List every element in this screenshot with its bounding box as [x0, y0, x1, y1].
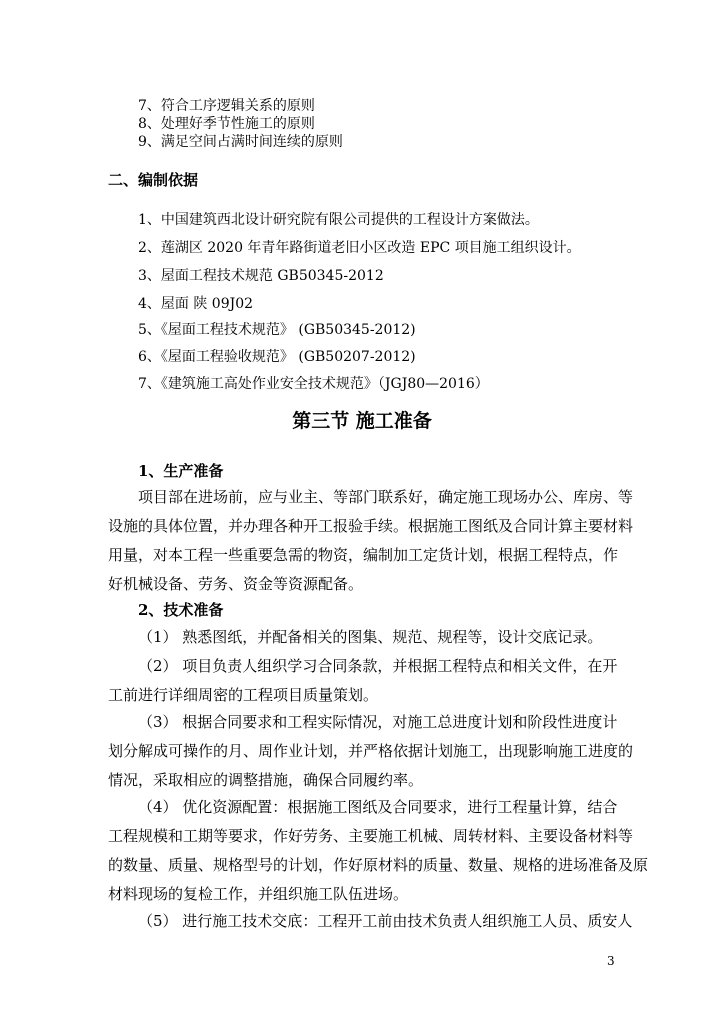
principle-item: 7、符合工序逻辑关系的原则: [138, 98, 315, 114]
section-heading: 二、编制依据: [108, 171, 199, 189]
subsection-heading: 2、技术准备: [138, 601, 224, 619]
basis-item: 2、莲湖区 2020 年青年路街道老旧小区改造 EPC 项目施工组织设计。: [138, 240, 581, 256]
paragraph-line: 的数量、质量、规格型号的计划，作好原材料的质量、数量、规格的进场准备及原: [108, 856, 649, 874]
paragraph-line: 划分解成可操作的月、周作业计划，并严格依据计划施工，出现影响施工进度的: [108, 742, 634, 760]
paragraph-line: （5） 进行施工技术交底：工程开工前由技术负责人组织施工人员、质安人: [138, 912, 633, 930]
paragraph-line: 工程规模和工期等要求，作好劳务、主要施工机械、周转材料、主要设备材料等: [108, 827, 634, 845]
basis-item: 7、《建筑施工高处作业安全技术规范》（JGJ80—2016）: [138, 376, 489, 392]
basis-item: 3、屋面工程技术规范 GB50345-2012: [138, 268, 384, 284]
paragraph-line: 情况，采取相应的调整措施，确保合同履约率。: [108, 771, 424, 789]
paragraph-line: （1） 熟悉图纸，并配备相关的图集、规范、规程等，设计交底记录。: [138, 628, 603, 646]
paragraph-line: 好机械设备、劳务、资金等资源配备。: [108, 575, 364, 593]
basis-item: 6、《屋面工程验收规范》 (GB50207-2012): [138, 349, 416, 365]
basis-item: 4、屋面 陕 09J02: [138, 296, 254, 312]
paragraph-line: 用量，对本工程一些重要急需的物资，编制加工定货计划，根据工程特点，作: [108, 546, 619, 564]
paragraph-line: 工前进行详细周密的工程项目质量策划。: [108, 686, 379, 704]
basis-item: 1、中国建筑西北设计研究院有限公司提供的工程设计方案做法。: [138, 212, 539, 228]
paragraph-line: 材料现场的复检工作，并组织施工队伍进场。: [108, 885, 409, 903]
paragraph-line: （2） 项目负责人组织学习合同条款，并根据工程特点和相关文件，在开: [138, 657, 618, 675]
paragraph-line: 项目部在进场前，应与业主、等部门联系好，确定施工现场办公、库房、等: [138, 488, 634, 506]
principle-item: 8、处理好季节性施工的原则: [138, 116, 315, 132]
section-title: 第三节 施工准备: [292, 410, 432, 432]
paragraph-line: 设施的具体位置，并办理各种开工报验手续。根据施工图纸及合同计算主要材料: [108, 517, 634, 535]
page-number: 3: [607, 954, 615, 968]
basis-item: 5、《屋面工程技术规范》 (GB50345-2012): [138, 322, 416, 338]
principle-item: 9、满足空间占满时间连续的原则: [138, 134, 343, 150]
paragraph-line: （4） 优化资源配置：根据施工图纸及合同要求，进行工程量计算，结合: [138, 798, 618, 816]
subsection-heading: 1、生产准备: [138, 462, 224, 480]
paragraph-line: （3） 根据合同要求和工程实际情况，对施工总进度计划和阶段性进度计: [138, 713, 618, 731]
